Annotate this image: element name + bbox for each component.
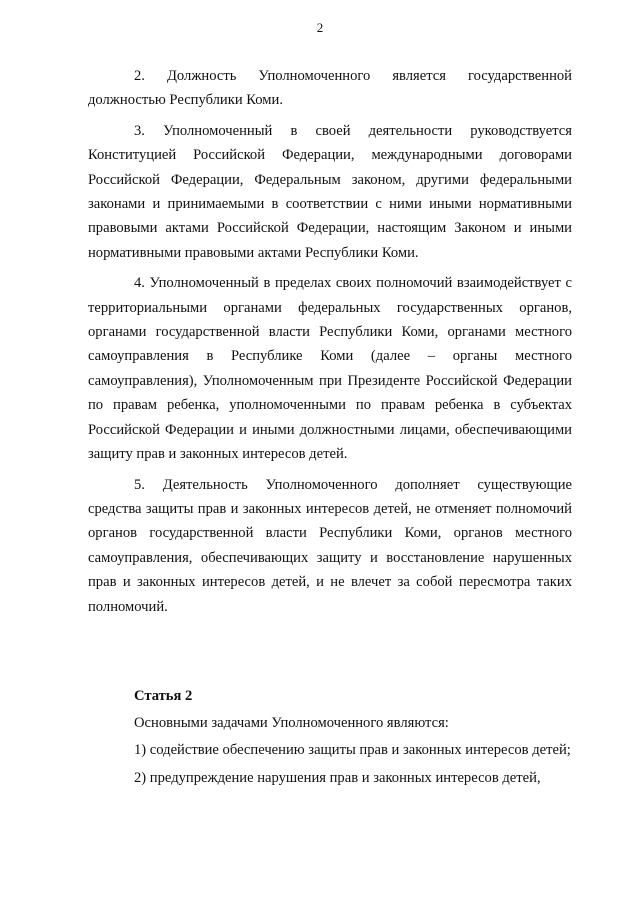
document-body xyxy=(88,64,572,790)
article-item-1: 1) содействие обеспечению защиты прав и законных интересов детей; xyxy=(134,742,571,759)
page-number: 2 xyxy=(316,20,324,35)
paragraph-5: 5. Деятельность Уполномоченного дополняет существующие средства защиты прав и законных интересов детей, не отменяет полномочий органов государственной власти Республики Коми, органов местного самоуправления, обеспечивающих защиту и восстановление нарушенных прав и законных интересов детей, и не влечет за собой пересмотра таких полномочий. xyxy=(88,476,572,615)
article-item-2: 2) предупреждение нарушения прав и законных интересов детей, xyxy=(134,769,541,786)
paragraph-4: 4. Уполномоченный в пределах своих полномочий взаимодействует с территориальными органами федеральных государственных органов, органами государственной власти Республики Коми, органами местного самоуправления в Республике Коми (далее – органы местного самоуправления), Уполномоченным при Президенте Российской Федерации по правам ребенка, уполномоченными по правам ребенка в субъектах Российской Федерации и иными должностными лицами, обеспечивающими защиту прав и законных интересов детей. xyxy=(88,275,572,463)
article-heading: Статья 2 xyxy=(134,687,193,704)
paragraph-2: 2. Должность Уполномоченного является государственной должностью Республики Коми. xyxy=(88,68,572,109)
paragraph-3: 3. Уполномоченный в своей деятельности руководствуется Конституцией Российской Федерации, международными договорами Российской Федерации, Федеральным законом, другими федеральными законами и принимаемыми в соответствии с ними иными нормативными правовыми актами Российской Федерации, настоящим Законом и иными нормативными правовыми актами Республики Коми. xyxy=(88,122,572,261)
article-intro: Основными задачами Уполномоченного являются: xyxy=(134,714,449,731)
